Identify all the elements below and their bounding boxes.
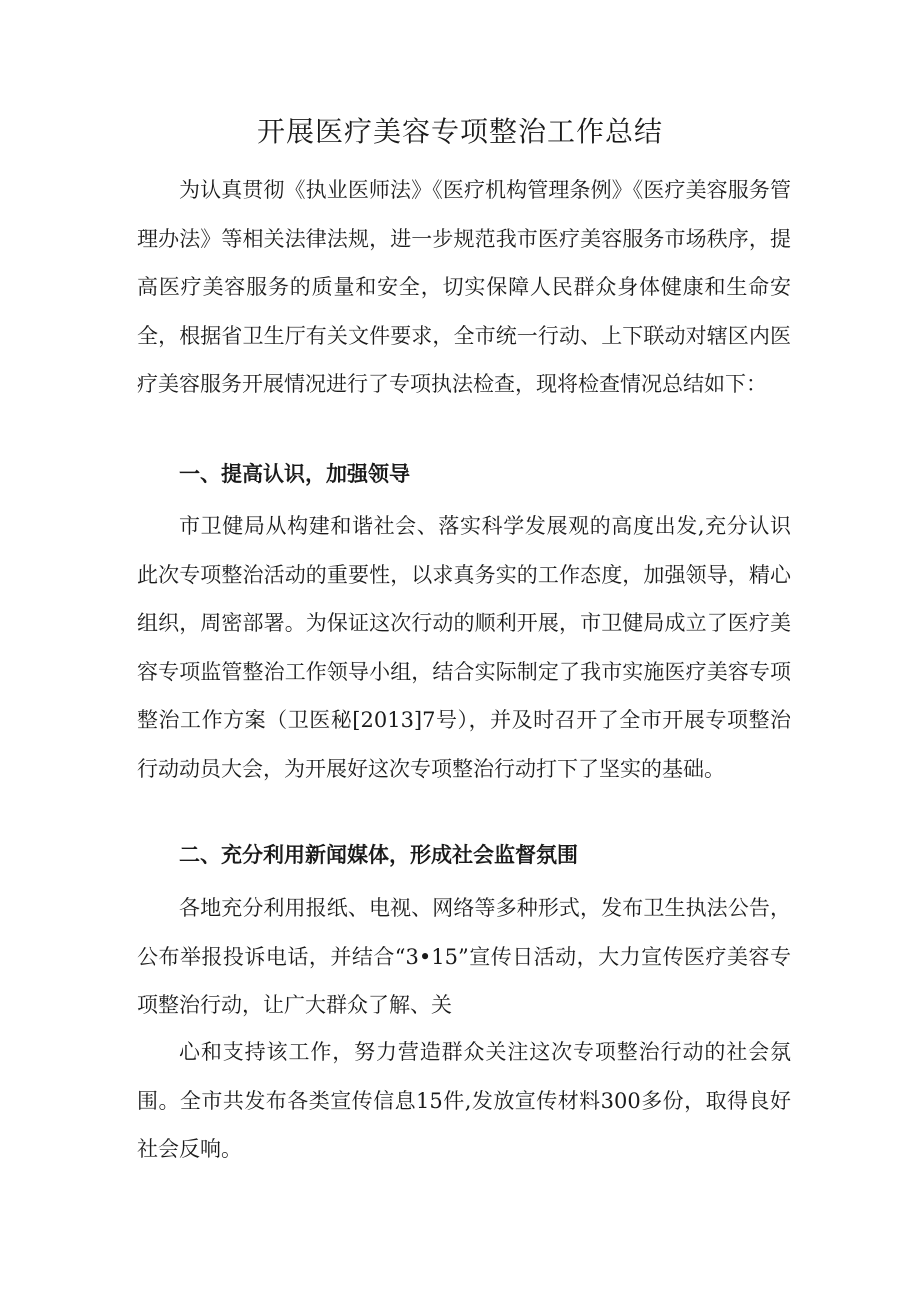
section-heading-2: 二、充分利用新闻媒体，形成社会监督氛围 [179,843,578,867]
section-heading-1: 一、提高认识，加强领导 [179,462,410,486]
section-2-paragraph-continued: 心和支持该工作，努力营造群众关注这次专项整治行动的社会氛围。全市共发布各类宣传信息15件,发放宣传材料300多份，取得良好社会反响。 [137,1040,791,1161]
section-2-paragraph: 各地充分利用报纸、电视、网络等多种形式，发布卫生执法公告，公布举报投诉电话，并结合“3•15”宣传日活动，大力宣传医疗美容专项整治行动，让广大群众了解、关 [137,896,791,1017]
intro-paragraph: 为认真贯彻《执业医师法》《医疗机构管理条例》《医疗美容服务管理办法》等相关法律法规，进一步规范我市医疗美容服务市场秩序，提高医疗美容服务的质量和安全，切实保障人民群众身体健康和生命安全，根据省卫生厅有关文件要求，全市统一行动、上下联动对辖区内医疗美容服务开展情况进行了专项执法检查，现将检查情况总结如下： [137,178,791,396]
document-title: 开展医疗美容专项整治工作总结 [256,115,663,148]
section-1-paragraph: 市卫健局从构建和谐社会、落实科学发展观的高度出发,充分认识此次专项整治活动的重要性，以求真务实的工作态度，加强领导，精心组织，周密部署。为保证这次行动的顺利开展，市卫健局成立了医疗美容专项监管整治工作领导小组，结合实际制定了我市实施医疗美容专项整治工作方案（卫医秘[2013]7号），并及时召开了全市开展专项整治行动动员大会，为开展好这次专项整治行动打下了坚实的基础。 [137,514,791,781]
